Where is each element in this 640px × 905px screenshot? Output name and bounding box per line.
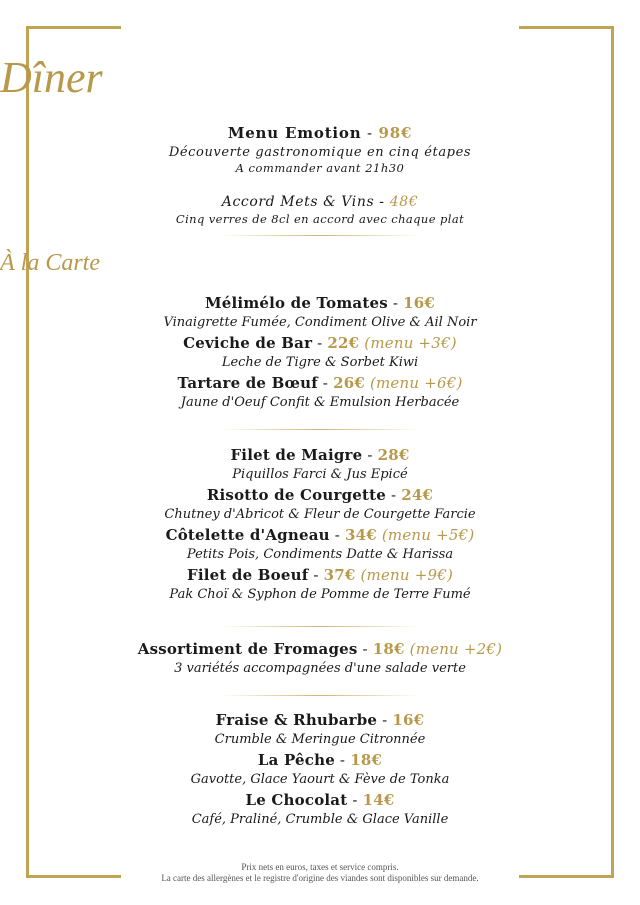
carte-title: À la Carte: [0, 250, 100, 276]
dish-desc: Chutney d'Abricot & Fleur de Courgette Farcie: [164, 507, 476, 522]
divider: [220, 235, 420, 236]
dish-item: Filet de Boeuf - 37€ (menu +9€): [186, 566, 454, 584]
dish-item: La Pêche - 18€: [257, 751, 383, 769]
page-title: Dîner: [0, 53, 103, 102]
wine-pairing-name: Accord Mets & Vins: [221, 194, 375, 210]
footer-prices: Prix nets en euros, taxes et service compris.: [241, 862, 399, 872]
cheese-section: [0, 640, 640, 680]
dish-desc: 3 variétés accompagnées d'une salade verte: [174, 661, 466, 676]
dish-desc: Leche de Tigre & Sorbet Kiwi: [221, 355, 419, 370]
dish-desc: Vinaigrette Fumée, Condiment Olive & Ail Noir: [163, 315, 477, 330]
dish-item: Fraise & Rhubarbe - 16€: [215, 711, 425, 729]
tasting-menu-price: 98€: [378, 124, 413, 142]
dish-desc: Piquillos Farci & Jus Epicé: [232, 467, 408, 482]
wine-pairing: Accord Mets & Vins - 48€ Cinq verres de 8cl en accord avec chaque plat: [0, 194, 640, 226]
tasting-menu: Menu Emotion - 98€ Découverte gastronomique en cinq étapes A commander avant 21h30: [0, 124, 640, 175]
wine-pairing-desc: Cinq verres de 8cl en accord avec chaque plat: [175, 212, 465, 226]
footer-note: [140, 862, 500, 884]
dish-item: Mélimélo de Tomates - 16€: [204, 294, 436, 312]
dish-desc: Jaune d'Oeuf Confit & Emulsion Herbacée: [180, 395, 460, 410]
wine-pairing-price: 48€: [389, 194, 419, 210]
dish-item: Le Chocolat - 14€: [245, 791, 395, 809]
dish-item: Ceviche de Bar - 22€ (menu +3€): [183, 334, 457, 352]
dish-desc: Café, Praliné, Crumble & Glace Vanille: [191, 812, 449, 827]
dish-desc: Gavotte, Glace Yaourt & Fève de Tonka: [190, 772, 450, 787]
dish-item: Côtelette d'Agneau - 34€ (menu +5€): [165, 526, 475, 544]
mains-section: [0, 446, 640, 606]
dish-item: Filet de Maigre - 28€: [230, 446, 410, 464]
tasting-menu-desc: Découverte gastronomique en cinq étapes: [168, 145, 472, 160]
starters-section: [0, 294, 640, 414]
tasting-menu-note: A commander avant 21h30: [235, 161, 405, 175]
dish-desc: Petits Pois, Condiments Datte & Harissa: [186, 547, 454, 562]
desserts-section: [0, 711, 640, 831]
dish-desc: Crumble & Meringue Citronnée: [214, 732, 426, 747]
footer-allergens: La carte des allergènes et le registre d'origine des viandes sont disponibles sur demande.: [161, 873, 479, 883]
dish-item: Assortiment de Fromages - 18€ (menu +2€): [137, 640, 503, 658]
dish-item: Tartare de Bœuf - 26€ (menu +6€): [177, 374, 463, 392]
divider: [220, 626, 420, 627]
dish-desc: Pak Choï & Syphon de Pomme de Terre Fumé: [169, 587, 471, 602]
divider: [220, 695, 420, 696]
divider: [220, 429, 420, 430]
dish-item: Risotto de Courgette - 24€: [206, 486, 434, 504]
tasting-menu-name: Menu Emotion: [227, 124, 362, 142]
